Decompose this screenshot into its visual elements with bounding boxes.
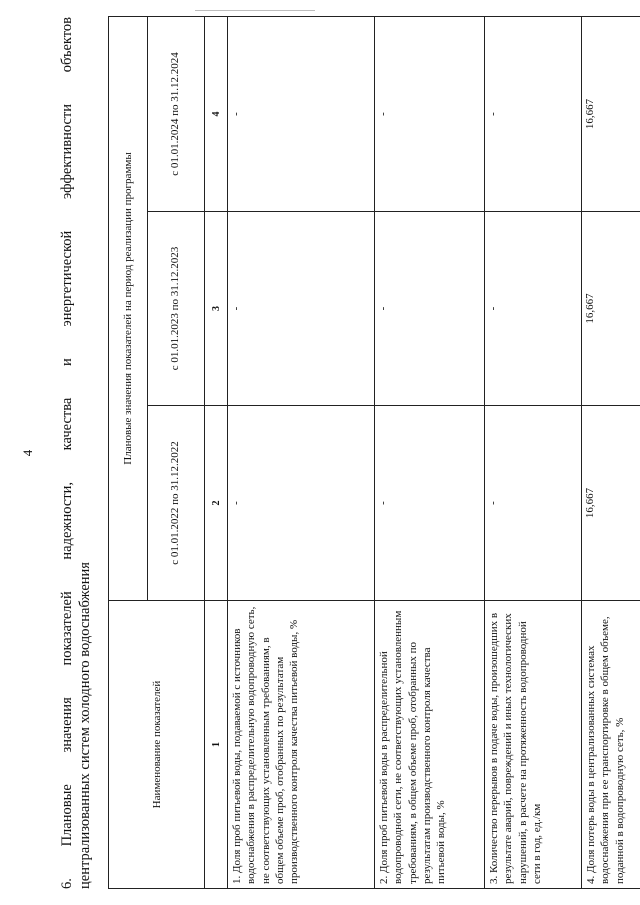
indicator-value-2024: - xyxy=(375,16,485,211)
indicator-value-2023: - xyxy=(375,211,485,405)
scan-artifact-line xyxy=(195,10,315,11)
name-column-header: Наименование показателей xyxy=(109,600,205,888)
indicator-name: 3. Количество перерывов в подаче воды, произошедших в результате аварий, повреждений и иных технологических нарушений, в расчете на протяженность водопроводной сети в год, ед./км xyxy=(485,600,582,888)
planned-values-group-header: Плановые значения показателей на период реализации программы xyxy=(109,16,148,600)
table-row xyxy=(485,16,582,888)
indicator-value-2023: - xyxy=(228,211,375,405)
indicator-value-2022: 16,667 xyxy=(582,405,640,600)
indicators-table xyxy=(108,15,640,888)
column-number: 4 xyxy=(205,16,228,211)
table-header-row xyxy=(109,16,148,888)
table-row xyxy=(228,16,375,888)
indicator-name: 4. Доля потерь воды в централизованных системах водоснабжения при ее транспортировке в общем объеме, поданной в водопроводную сеть, % xyxy=(582,600,640,888)
column-number: 1 xyxy=(205,600,228,888)
table-row xyxy=(582,16,640,888)
indicator-name: 2. Доля проб питьевой воды в распределительной водопроводной сети, не соответствующих установленным требованиям, в общем объеме проб, отобранных по результатам производственного контроля качества питьевой воды, % xyxy=(375,600,485,888)
page-number: 4 xyxy=(20,449,35,456)
heading-line-1: 6. Плановые значения показателей надежности, качества и энергетической эффективности объектов xyxy=(59,16,75,889)
indicator-value-2022: - xyxy=(375,405,485,600)
indicator-value-2024: - xyxy=(228,16,375,211)
period-header-2022: с 01.01.2022 по 31.12.2022 xyxy=(148,405,205,600)
indicator-value-2023: 16,667 xyxy=(582,211,640,405)
heading-line-2: централизованных систем холодного водоснабжения xyxy=(77,561,94,889)
indicator-name: 1. Доля проб питьевой воды, подаваемой с источников водоснабжения в распределительную водопроводную сеть, не соответствующих установленным требованиям, в общем объеме проб, отобранных по результатам производственного контроля качества питьевой воды, % xyxy=(228,600,375,888)
period-header-2024: с 01.01.2024 по 31.12.2024 xyxy=(148,16,205,211)
indicator-value-2024: - xyxy=(485,16,582,211)
column-number-row xyxy=(205,16,228,888)
indicator-value-2023: - xyxy=(485,211,582,405)
indicator-value-2022: - xyxy=(485,405,582,600)
column-number: 3 xyxy=(205,211,228,405)
column-number: 2 xyxy=(205,405,228,600)
indicator-value-2022: - xyxy=(228,405,375,600)
table-row xyxy=(375,16,485,888)
period-header-2023: с 01.01.2023 по 31.12.2023 xyxy=(148,211,205,405)
indicator-value-2024: 16,667 xyxy=(582,16,640,211)
rotated-page-content xyxy=(20,13,626,893)
section-heading xyxy=(58,17,94,889)
